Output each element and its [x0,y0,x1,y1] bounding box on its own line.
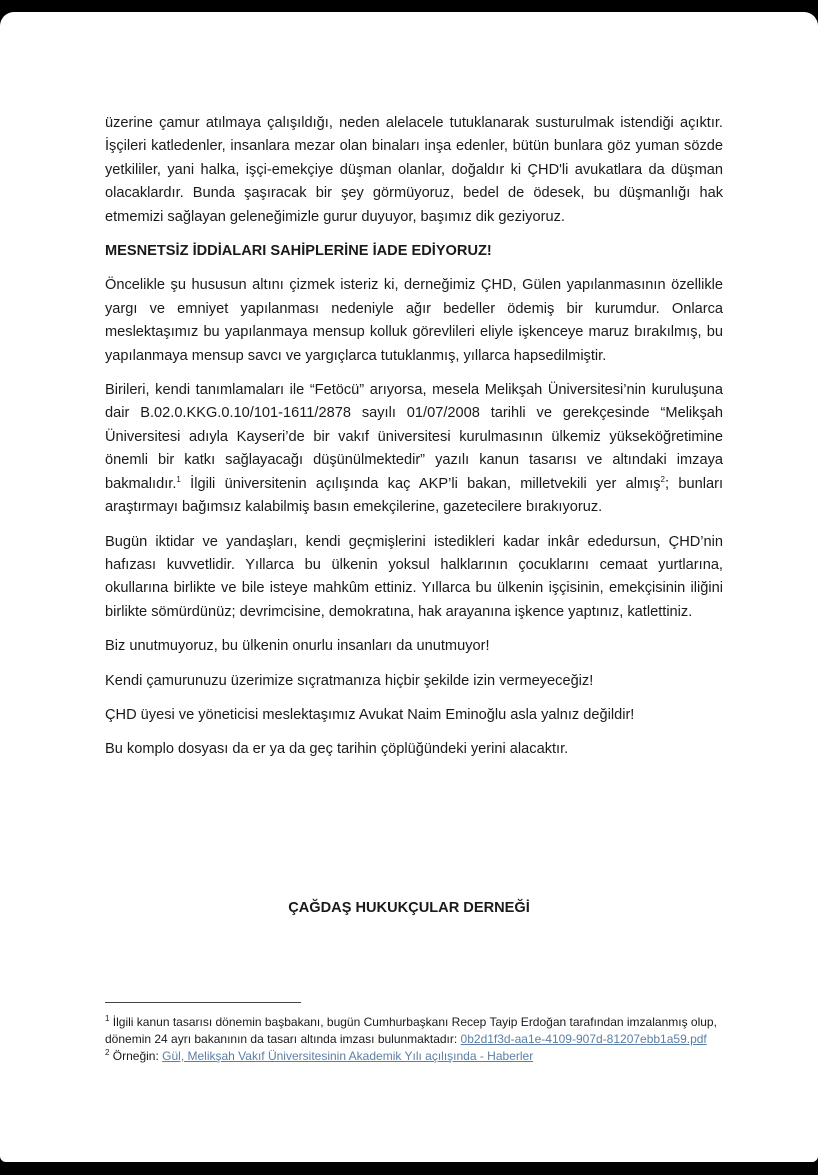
footnote-ref-1[interactable]: 1 [176,474,181,484]
paragraph-5: Biz unutmuyoruz, bu ülkenin onurlu insanları da unutmuyor! [105,638,490,655]
document-page [0,12,818,1162]
paragraph-3-part-a: Birileri, kendi tanımlamaları ile “Fetöcü” arıyorsa, mesela Melikşah Üniversitesi’nin kuruluşuna dair B.02.0.KKG.0.10/101-1611/2878 sayılı 01/07/2008 tarihli ve gerekçesinde “Melikşah Üniversitesi adıyla Kayseri’de bir vakıf üniversitesi kurulmasının ülkemiz yükseköğretimine önemli bir katkı sağlayacağı düşünülmektedir” yazılı kanun tasarısı ve altındaki imzaya bakmalıdır. [105,382,723,492]
paragraph-3-part-c: ; bunları araştırmayı bağımsız kalabilmiş basın emekçilerine, gazetecilere bırakıyoruz. [105,475,723,516]
paragraph-6: Kendi çamurunuzu üzerimize sıçratmanıza hiçbir şekilde izin vermeyeceğiz! [105,672,594,689]
footnote-1 [105,1014,723,1048]
section-heading: MESNETSİZ İDDİALARI SAHİPLERİNE İADE EDİYORUZ! [105,243,492,260]
footnote-1-text: İlgili kanun tasarısı dönemin başbakanı, bugün Cumhurbaşkanı Recep Tayip Erdoğan tarafından imzalanmış olup, dönemin 24 ayrı bakanının da tasarı altında imzası bulunmaktadır: [105,1015,717,1046]
paragraph-3-part-b: İlgili üniversitenin açılışında kaç AKP’li bakan, milletvekili yer almış [180,475,661,492]
footnote-2-number: 2 [105,1048,110,1057]
paragraph-3 [105,379,723,519]
footnote-ref-2[interactable]: 2 [660,474,665,484]
footnote-2-link[interactable]: Gül, Melikşah Vakıf Üniversitesinin Akademik Yılı açılışında - Haberler [162,1049,534,1063]
footnote-1-number: 1 [105,1014,110,1023]
footnote-divider [105,1002,301,1003]
document-body [105,112,723,773]
footnote-1-link[interactable]: 0b2d1f3d-aa1e-4109-907d-81207ebb1a59.pdf [460,1032,707,1046]
paragraph-8: Bu komplo dosyası da er ya da geç tarihin çöplüğündeki yerini alacaktır. [105,741,569,758]
footnote-2-text: Örneğin: [109,1049,163,1063]
paragraph-1: üzerine çamur atılmaya çalışıldığı, neden alelacele tutuklanarak susturulmak istendiği açıktır. İşçileri katledenler, insanlara mezar olan binaları inşa edenler, bütün bunlara göz yuman sözde yetkililer, yani halka, işçi-emekçiye düşman olanlar, doğaldır ki ÇHD'li avukatlara da düşman olacaklardır. Bunda şaşıracak bir şey görmüyoruz, bedel de ödesek, bu düşmanlığı hak etmemizi sağlayan geleneğimizle gurur duyuyor, başımız dik geziyoruz. [105,115,723,225]
footnote-2 [105,1048,723,1065]
paragraph-7: ÇHD üyesi ve yöneticisi meslektaşımız Avukat Naim Eminoğlu asla yalnız değildir! [105,706,635,723]
footnotes [105,1014,723,1065]
paragraph-4: Bugün iktidar ve yandaşları, kendi geçmişlerini istedikleri kadar inkâr ededursun, ÇHD’nin hafızası kuvvetlidir. Yıllarca bu ülkenin yoksul halklarının çocuklarını cemaat yurtlarına, okullarına birlikte ve bile isteye mahkûm ettiniz. Yıllarca bu ülkenin işçisinin, emekçisinin iliğini birlikte sömürdünüz; devrimcisine, demokratına, hak arayanına işkence yaptınız, katlettiniz. [105,533,723,620]
paragraph-2: Öncelikle şu hususun altını çizmek isteriz ki, derneğimiz ÇHD, Gülen yapılanmasının özellikle yargı ve emniyet yapılanması nedeniyle ağır bedeller ödemiş bir kurumdur. Onlarca meslektaşımız bu yapılanmaya mensup kolluk görevlileri eliyle işkenceye maruz bırakılmış, bu yapılanmaya mensup savcı ve yargıçlarca tutuklanmış, yıllarca hapsedilmiştir. [105,277,723,364]
signature: ÇAĞDAŞ HUKUKÇULAR DERNEĞİ [288,900,530,916]
